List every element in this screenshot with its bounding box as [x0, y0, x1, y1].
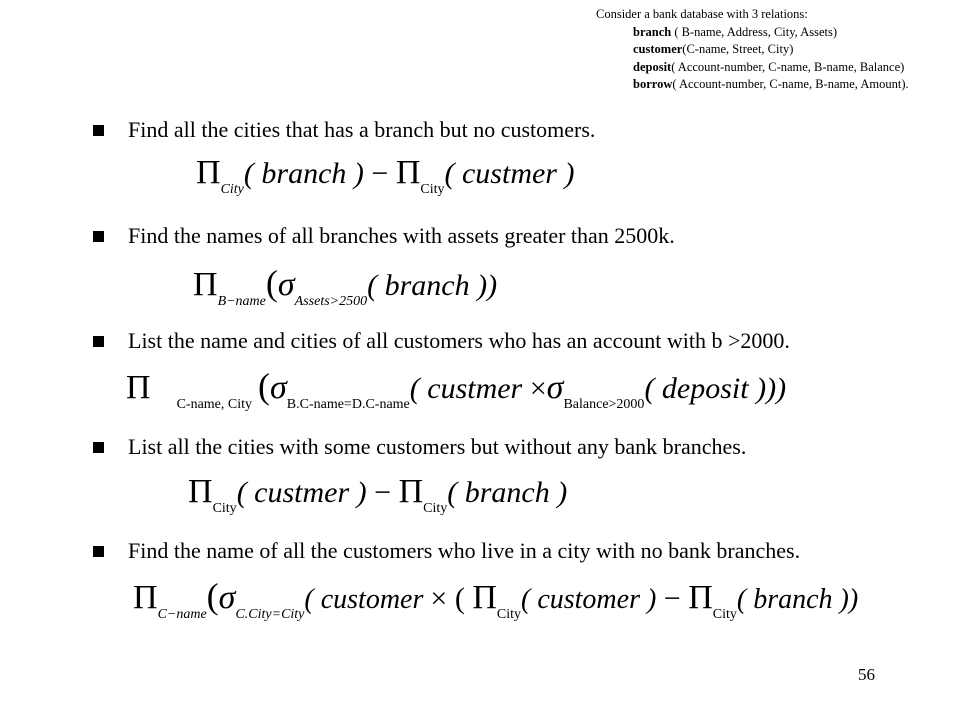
bullet-item-5: Find the name of all the customers who live in a city with no bank branches.	[93, 538, 800, 564]
bullet-item-2: Find the names of all branches with assets greater than 2500k.	[93, 223, 675, 249]
formula-3: Π C-name, City (σB.C-name=D.C-name( custmer ×σBalance>2000( deposit )))	[126, 366, 787, 412]
bullet-item-3: List the name and cities of all customers who has an account with b >2000.	[93, 328, 790, 354]
bullet-item-4: List all the cities with some customers but without any bank branches.	[93, 434, 746, 460]
schema-relation-borrow: borrow( Account-number, C-name, B-name, Amount).	[633, 77, 909, 91]
square-bullet-icon	[93, 442, 104, 453]
square-bullet-icon	[93, 546, 104, 557]
schema-relation-deposit: deposit( Account-number, C-name, B-name, Balance)	[633, 59, 905, 74]
schema-relation-customer: customer(C-name, Street, City)	[633, 42, 794, 56]
square-bullet-icon	[93, 231, 104, 242]
schema-heading: Consider a bank database with 3 relations:	[596, 7, 808, 21]
formula-4: ΠCity( custmer ) − ΠCity( branch )	[188, 473, 568, 516]
page-number: 56	[858, 665, 875, 684]
formula-2: ΠB−name(σAssets>2500( branch ))	[193, 263, 498, 309]
square-bullet-icon	[93, 336, 104, 347]
schema-box	[596, 6, 956, 94]
formula-1: ΠCity( branch ) − ΠCity( custmer )	[196, 154, 575, 197]
square-bullet-icon	[93, 125, 104, 136]
bullet-item-1: Find all the cities that has a branch but no customers.	[93, 117, 595, 143]
schema-relation-branch: branch ( B-name, Address, City, Assets)	[633, 24, 838, 39]
formula-5: ΠC−name(σC.City=City( customer × ( ΠCity( customer ) − ΠCity( branch ))	[133, 576, 859, 622]
